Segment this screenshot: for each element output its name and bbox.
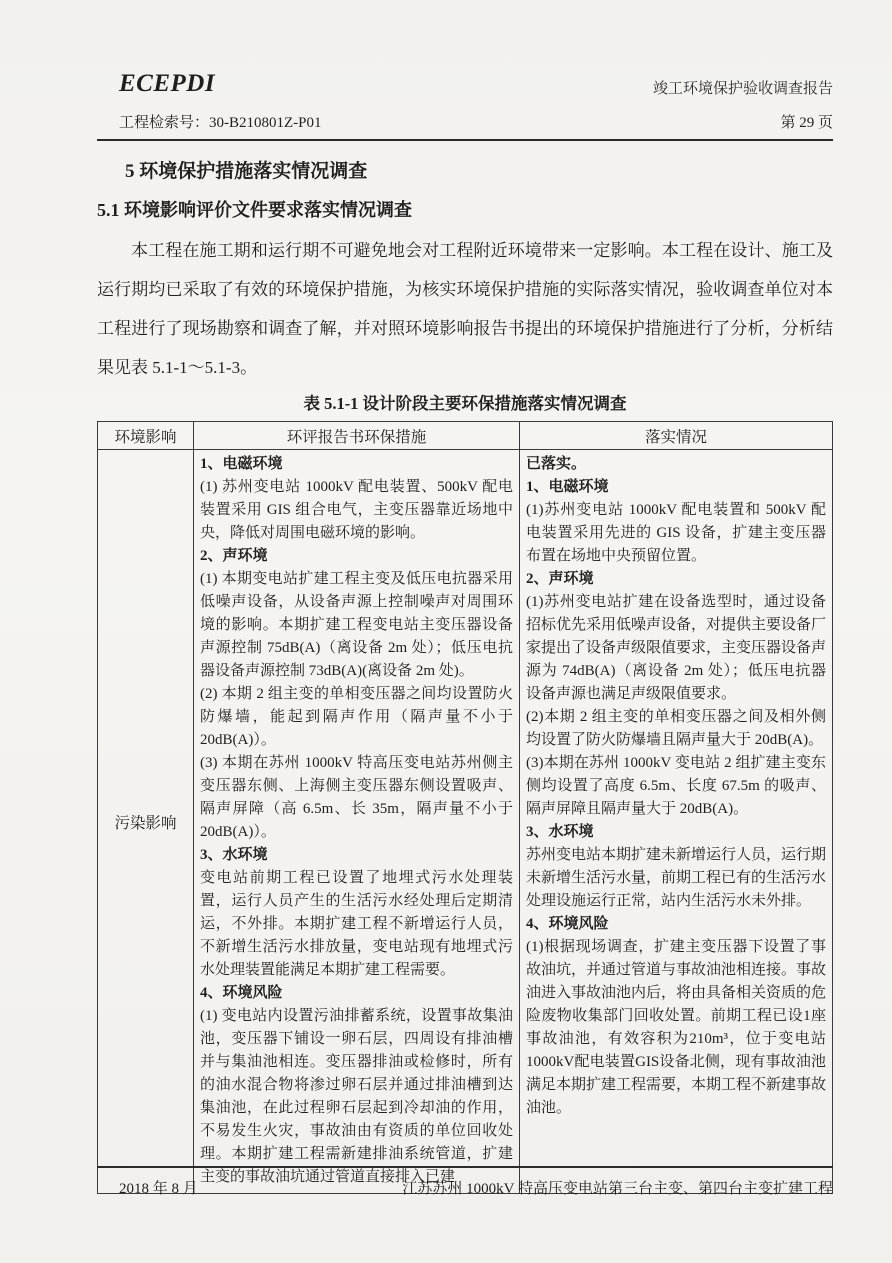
cell-paragraph: 2、声环境 bbox=[200, 548, 268, 564]
impact-cell: 污染影响 bbox=[98, 450, 194, 1194]
implementation-cell bbox=[520, 450, 833, 1194]
cell-paragraph: (3) 本期在苏州 1000kV 特高压变电站苏州侧主变压器东侧、上海侧主变压器东侧设置吸声、隔声屏障（高 6.5m、长 35m，隔声量不小于 20dB(A)）。 bbox=[200, 755, 513, 840]
cell-paragraph: 苏州变电站本期扩建未新增运行人员，运行期未新增生活污水量，前期工程已有的生活污水处理设施运行正常，站内生活污水未外排。 bbox=[526, 847, 827, 909]
header-divider bbox=[97, 139, 833, 141]
cell-paragraph: 1、电磁环境 bbox=[200, 456, 283, 472]
cell-paragraph: 1、电磁环境 bbox=[526, 479, 609, 495]
cell-paragraph: (1) 本期变电站扩建工程主变及低压电抗器采用低噪声设备，从设备声源上控制噪声对周围环境的影响。本期扩建工程变电站主变压器设备声源控制 75dB(A)（离设备 2m 处）；低压电抗器设备声源控制 73dB(A)(离设备 2m 处)。 bbox=[200, 571, 513, 679]
footer-project: 江苏苏州 1000kV 特高压变电站第三台主变、第四台主变扩建工程 bbox=[402, 1181, 833, 1197]
cell-paragraph: (2)本期 2 组主变的单相变压器之间及相外侧均设置了防火防爆墙且隔声量大于 20dB(A)。 bbox=[526, 709, 826, 748]
intro-paragraph: 本工程在施工期和运行期不可避免地会对工程附近环境带来一定影响。本工程在设计、施工及运行期均已采取了有效的环境保护措施，为核实环境保护措施的实际落实情况，验收调查单位对本工程进行了现场勘察和调查了解，并对照环境影响报告书提出的环境保护措施进行了分析，分析结果见表 5.1-1～5.1-3。 bbox=[97, 241, 833, 377]
cell-paragraph: 4、环境风险 bbox=[200, 985, 283, 1001]
page-footer bbox=[97, 1166, 833, 1198]
table-title: 表 5.1-1 设计阶段主要环保措施落实情况调查 bbox=[303, 394, 627, 413]
column-header-impact: 环境影响 bbox=[98, 422, 194, 450]
cell-paragraph: (1)苏州变电站 1000kV 配电装置和 500kV 配电装置采用先进的 GIS 设备，扩建主变压器布置在场地中央预留位置。 bbox=[526, 502, 826, 564]
table-row bbox=[98, 450, 833, 1194]
doc-number: 工程检索号：30-B210801Z-P01 bbox=[119, 115, 322, 131]
cell-paragraph: (1) 变电站内设置污油排蓄系统，设置事故集油池，变压器下铺设一卵石层，四周设有排油槽并与集油池相连。变压器排油或检修时，所有的油水混合物将渗过卵石层并通过排油槽到达集油池，在此过程卵石层起到冷却油的作用，不易发生火灾，事故油由有资质的单位回收处理。本期扩建工程需新建排油系统管道，扩建主变的事故油坑通过管道直接排入已建 bbox=[200, 1008, 513, 1185]
subsection-heading: 5.1 环境影响评价文件要求落实情况调查 bbox=[97, 200, 412, 220]
company-logo: ECEPDI bbox=[119, 70, 216, 97]
cell-paragraph: (1) 苏州变电站 1000kV 配电装置、500kV 配电装置采用 GIS 组合电气，主变压器靠近场地中央，降低对周围电磁环境的影响。 bbox=[200, 479, 513, 541]
measures-table bbox=[97, 421, 833, 1194]
cell-paragraph: 已落实。 bbox=[526, 456, 587, 472]
cell-paragraph: 变电站前期工程已设置了地埋式污水处理装置，运行人员产生的生活污水经处理后定期清运，不外排。本期扩建工程不新增运行人员，不新增生活污水排放量，变电站现有地埋式污水处理装置能满足本期扩建工程需要。 bbox=[200, 870, 513, 978]
cell-paragraph: (3)本期在苏州 1000kV 变电站 2 组扩建主变东侧均设置了高度 6.5m、长度 67.5m 的吸声、隔声屏障且隔声量大于 20dB(A)。 bbox=[526, 755, 826, 817]
cell-paragraph: 4、环境风险 bbox=[526, 916, 609, 932]
report-title: 竣工环境保护验收调查报告 bbox=[652, 81, 833, 97]
cell-paragraph: 2、声环境 bbox=[526, 571, 594, 587]
header-meta-row bbox=[97, 111, 833, 132]
table-header-row bbox=[98, 422, 833, 450]
measures-cell bbox=[194, 450, 520, 1194]
cell-paragraph: 3、水环境 bbox=[200, 847, 268, 863]
page-number: 第 29 页 bbox=[780, 115, 833, 131]
column-header-implementation: 落实情况 bbox=[520, 422, 833, 450]
column-header-measures: 环评报告书环保措施 bbox=[194, 422, 520, 450]
page-header bbox=[97, 0, 833, 98]
cell-paragraph: (2) 本期 2 组主变的单相变压器之间均设置防火防爆墙，能起到隔声作用（隔声量不小于 20dB(A)）。 bbox=[200, 686, 513, 748]
section-heading: 5 环境保护措施落实情况调查 bbox=[125, 161, 368, 182]
page-content bbox=[97, 0, 833, 1194]
footer-date: 2018 年 8 月 bbox=[119, 1181, 198, 1197]
cell-paragraph: (1)根据现场调查，扩建主变压器下设置了事故油坑，并通过管道与事故油池相连接。事故油进入事故油池内后，将由具备相关资质的危险废物收集部门回收处置。前期工程已设1座事故油池，有效容积为210m³，位于变电站1000kV配电装置GIS设备北侧，现有事故油池满足本期扩建工程需要，本期工程不新建事故油池。 bbox=[526, 939, 827, 1116]
cell-paragraph: 3、水环境 bbox=[526, 824, 594, 840]
cell-paragraph: (1)苏州变电站扩建在设备选型时，通过设备招标优先采用低噪声设备，对提供主要设备厂家提出了设备声级限值要求，主变压器设备声源为 74dB(A)（离设备 2m 处）；低压电抗器设备声源也满足声级限值要求。 bbox=[526, 594, 827, 702]
